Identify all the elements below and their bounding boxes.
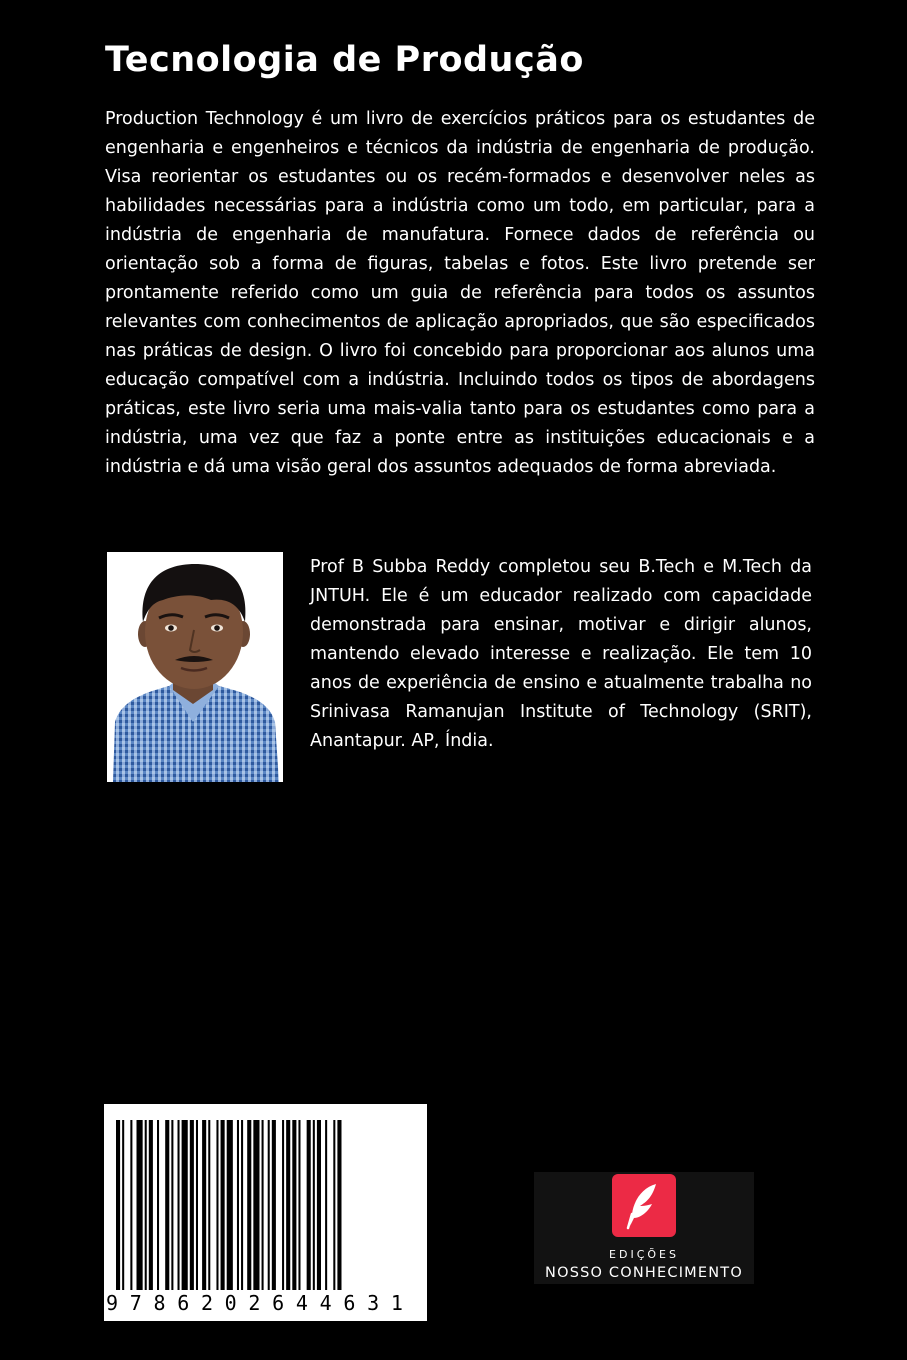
barcode-digit: 3 <box>367 1291 380 1315</box>
book-title: Tecnologia de Produção <box>105 40 584 80</box>
barcode-digits <box>104 1291 427 1315</box>
barcode-digit: 4 <box>319 1291 332 1315</box>
barcode-digit: 2 <box>248 1291 261 1315</box>
barcode-digit: 2 <box>200 1291 213 1315</box>
barcode-digit: 8 <box>153 1291 166 1315</box>
isbn-barcode <box>104 1104 427 1321</box>
author-bio: Prof B Subba Reddy completou seu B.Tech e M.Tech da JNTUH. Ele é um educador realizado com capacidade demonstrada para ensinar, motivar e dirigir alunos, mantendo elevado interesse e realização. Ele tem 10 anos de experiência de ensino e atualmente trabalha no Srinivasa Ramanujan Institute of Technology (SRIT), Anantapur. AP, Índia. <box>310 557 812 751</box>
barcode-digit: 7 <box>129 1291 142 1315</box>
book-description: Production Technology é um livro de exercícios práticos para os estudantes de engenharia e engenheiros e técnicos da indústria de engenharia de produção. Visa reorientar os estudantes ou os recém-formados e desenvolver neles as habilidades necessárias para a indústria como um todo, em particular, para a indústria de engenharia de manufatura. Fornece dados de referência ou orientação sob a forma de figuras, tabelas e fotos. Este livro pretende ser prontamente referido como um guia de referência para todos os assuntos relevantes com conhecimentos de aplicação apropriados, que são especificados nas práticas de design. O livro foi concebido para proporcionar aos alunos uma educação compatível com a indústria. Incluindo todos os tipos de abordagens práticas, este livro seria uma mais-valia tanto para os estudantes como para a indústria, uma vez que faz a ponte entre as instituições educacionais e a indústria e dá uma visão geral dos assuntos adequados de forma abreviada. <box>105 109 815 477</box>
barcode-digit: 0 <box>224 1291 237 1315</box>
barcode-digit: 9 <box>106 1291 119 1315</box>
feather-quill-icon <box>612 1174 676 1237</box>
barcode-digit: 6 <box>272 1291 285 1315</box>
barcode-digit: 4 <box>295 1291 308 1315</box>
barcode-bars <box>104 1104 427 1321</box>
publisher-line1: EDIÇÕES <box>609 1248 679 1261</box>
barcode-digit: 6 <box>343 1291 356 1315</box>
publisher-logo <box>534 1172 754 1284</box>
barcode-digit: 1 <box>390 1291 403 1315</box>
barcode-digit: 6 <box>177 1291 190 1315</box>
author-photo <box>107 552 283 782</box>
publisher-line2: NOSSO CONHECIMENTO <box>545 1265 743 1281</box>
